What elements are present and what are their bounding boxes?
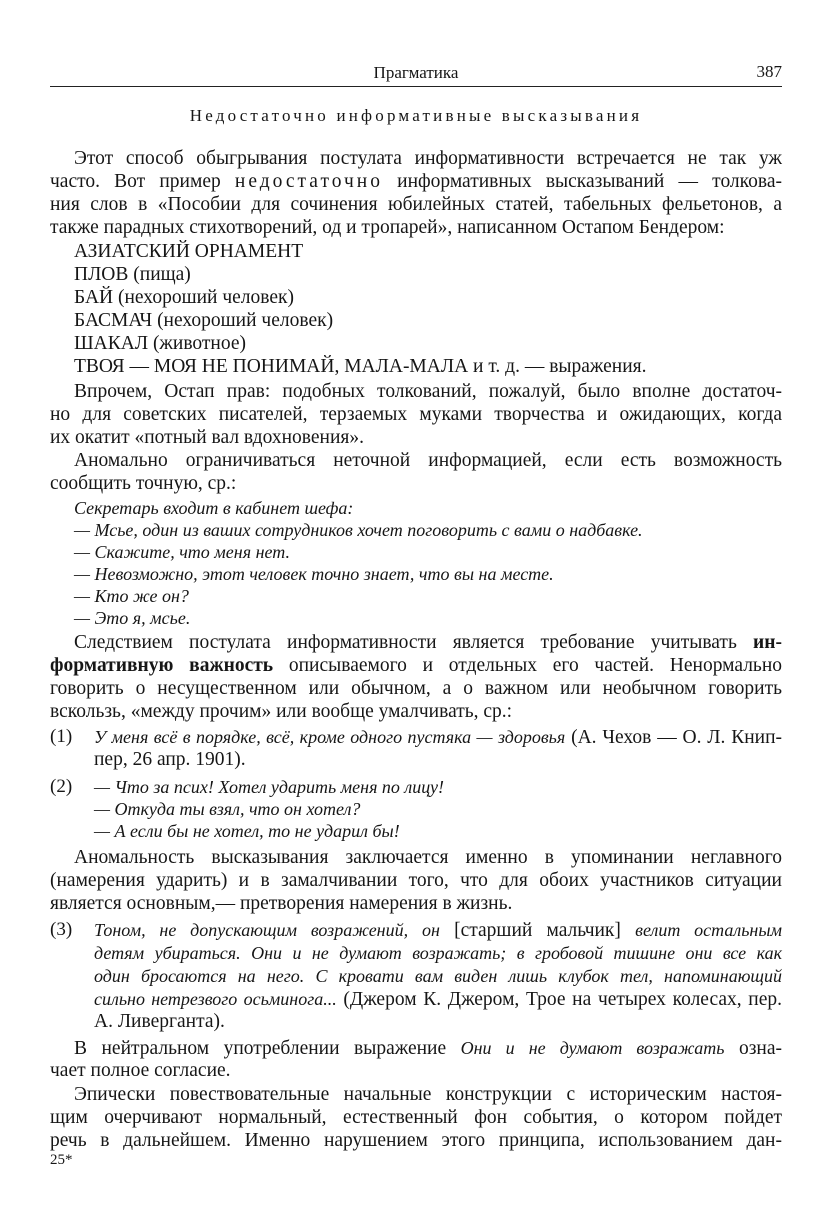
example-2-line: — Откуда ты взял, что он хотел? xyxy=(94,799,361,819)
example-3-number: (3) xyxy=(50,919,73,940)
p3-line-1: Аномально ограничиваться неточной информацией, если есть возможность xyxy=(74,450,782,471)
p5-line-1: Аномальность высказывания заключается именно в упоминании неглавного xyxy=(74,847,782,868)
p5-line-2: (намерения ударить) и в замалчивании того, что для обоих участников ситуации xyxy=(50,870,782,891)
example-3-source: (Джером К. Джером, Трое на четырех колесах, пер. xyxy=(343,989,783,1010)
p2-line-1: Впрочем, Остап прав: подобных толкований, пожалуй, было вполне достаточ- xyxy=(74,381,782,402)
dialogue-line: Секретарь входит в кабинет шефа: xyxy=(74,498,354,518)
page-number: 387 xyxy=(756,62,782,81)
p6-l1a: В нейтральном употреблении выражение xyxy=(74,1038,447,1059)
p4-line-4: вскользь, «между прочим» или вообще умалчивать, ср.: xyxy=(50,701,513,722)
p4-line-2b: описываемого и отдельных его частей. Ненормально xyxy=(288,655,783,676)
example-1-line-2: пер, 26 апр. 1901). xyxy=(94,749,246,770)
p4-line-1 xyxy=(74,631,782,655)
p4-line-1a: Следствием постулата информативности является требование учитывать xyxy=(74,632,737,653)
example-1-quote: У меня всё в порядке, всё, кроме одного пустяка — здоровья xyxy=(94,727,566,747)
list-item: БАЙ (нехороший человек) xyxy=(74,287,294,308)
p5-line-3: является основным,— претворения намерения в жизнь. xyxy=(50,893,513,914)
running-header xyxy=(50,60,782,87)
p4-line-2 xyxy=(50,654,782,678)
example-2-line: — А если бы не хотел, то не ударил бы! xyxy=(94,821,400,841)
example-2-line: — Что за псих! Хотел ударить меня по лицу! xyxy=(94,777,445,797)
example-1-source: (А. Чехов — О. Л. Книп- xyxy=(571,727,783,748)
example-3-l4a: сильно нетрезвого осьминога... xyxy=(94,989,337,1009)
example-3-l1c: велит остальным xyxy=(635,920,783,940)
dialogue-line: — Невозможно, этот человек точно знает, что вы на месте. xyxy=(74,564,554,584)
list-item: БАСМАЧ (нехороший человек) xyxy=(74,310,334,331)
p2-line-2: но для советских писателей, терзаемых муками творчества и ожидающих, когда xyxy=(50,404,782,425)
p7-line-3: речь в дальнейшем. Именно нарушением этого принципа, использованием дан- xyxy=(50,1130,782,1151)
p4-line-3: говорить о несущественном или обычном, а о важном или необычном говорить xyxy=(50,678,782,699)
list-item: ШАКАЛ (животное) xyxy=(74,333,247,354)
example-1-number: (1) xyxy=(50,726,73,747)
list-item: АЗИАТСКИЙ ОРНАМЕНТ xyxy=(74,241,304,262)
p1-line-1: Этот способ обыгрывания постулата информативности встречается не так уж xyxy=(74,148,782,169)
p1-line-4: также парадных стихотворений, од и тропарей», написанном Остапом Бендером: xyxy=(50,217,725,238)
p7-line-2: щим очерчивают нормальный, естественный фон события, о котором пойдет xyxy=(50,1107,782,1128)
p3-line-2: сообщить точную, ср.: xyxy=(50,473,237,494)
signature-mark: 25* xyxy=(50,1152,73,1168)
example-3-l1a: Тоном, не допускающим возражений, он xyxy=(94,920,440,940)
p1-line-3: ния слов в «Пособии для сочинения юбилейных статей, табельных фельетонов, а xyxy=(50,194,782,215)
p6-l1c: озна- xyxy=(738,1038,782,1059)
p6-line-2: чает полное согласие. xyxy=(50,1060,231,1081)
p1-line-2a: часто. Вот пример xyxy=(50,171,221,192)
example-3-line-2: детям убираться. Они и не думают возражать; в гробовой тишине они все как xyxy=(94,943,782,963)
example-3-line-5: А. Ливерганта). xyxy=(94,1011,225,1032)
p2-line-3: их окатит «потный вал вдохновения». xyxy=(50,427,364,448)
list-item: ТВОЯ — МОЯ НЕ ПОНИМАЙ, МАЛА-МАЛА и т. д. — выражения. xyxy=(74,356,647,377)
p1-line-2c: информативных высказываний — толкова- xyxy=(397,171,782,192)
running-title: Прагматика xyxy=(373,63,459,82)
example-3-line-1 xyxy=(94,918,782,943)
example-1-line-1 xyxy=(94,725,782,750)
p1-spaced-word: недостаточно xyxy=(234,171,383,192)
p4-bold-term: формативную важность xyxy=(50,655,274,676)
dialogue-line: — Скажите, что меня нет. xyxy=(74,542,290,562)
p4-bold-term-start: ин- xyxy=(753,632,782,653)
p6-line-1 xyxy=(74,1036,782,1061)
example-3-line-4 xyxy=(94,987,782,1012)
section-title: Недостаточно информативные высказывания xyxy=(189,106,643,125)
list-item: ПЛОВ (пища) xyxy=(74,264,191,285)
dialogue-line: — Это я, мсье. xyxy=(74,608,191,628)
example-3-line-3: один бросаются на него. С кровати вам виден лишь клубок тел, напоминающий xyxy=(94,966,782,986)
dialogue-line: — Кто же он? xyxy=(74,586,189,606)
example-2-number: (2) xyxy=(50,776,73,797)
p6-italic-phrase: Они и не думают возражать xyxy=(460,1038,725,1058)
p1-line-2 xyxy=(50,170,782,194)
example-3-insertion: [старший мальчик] xyxy=(454,920,621,941)
p7-line-1: Эпически повествовательные начальные конструкции с историческим настоя- xyxy=(74,1084,782,1105)
dialogue-line: — Мсье, один из ваших сотрудников хочет поговорить с вами о надбавке. xyxy=(74,520,643,540)
